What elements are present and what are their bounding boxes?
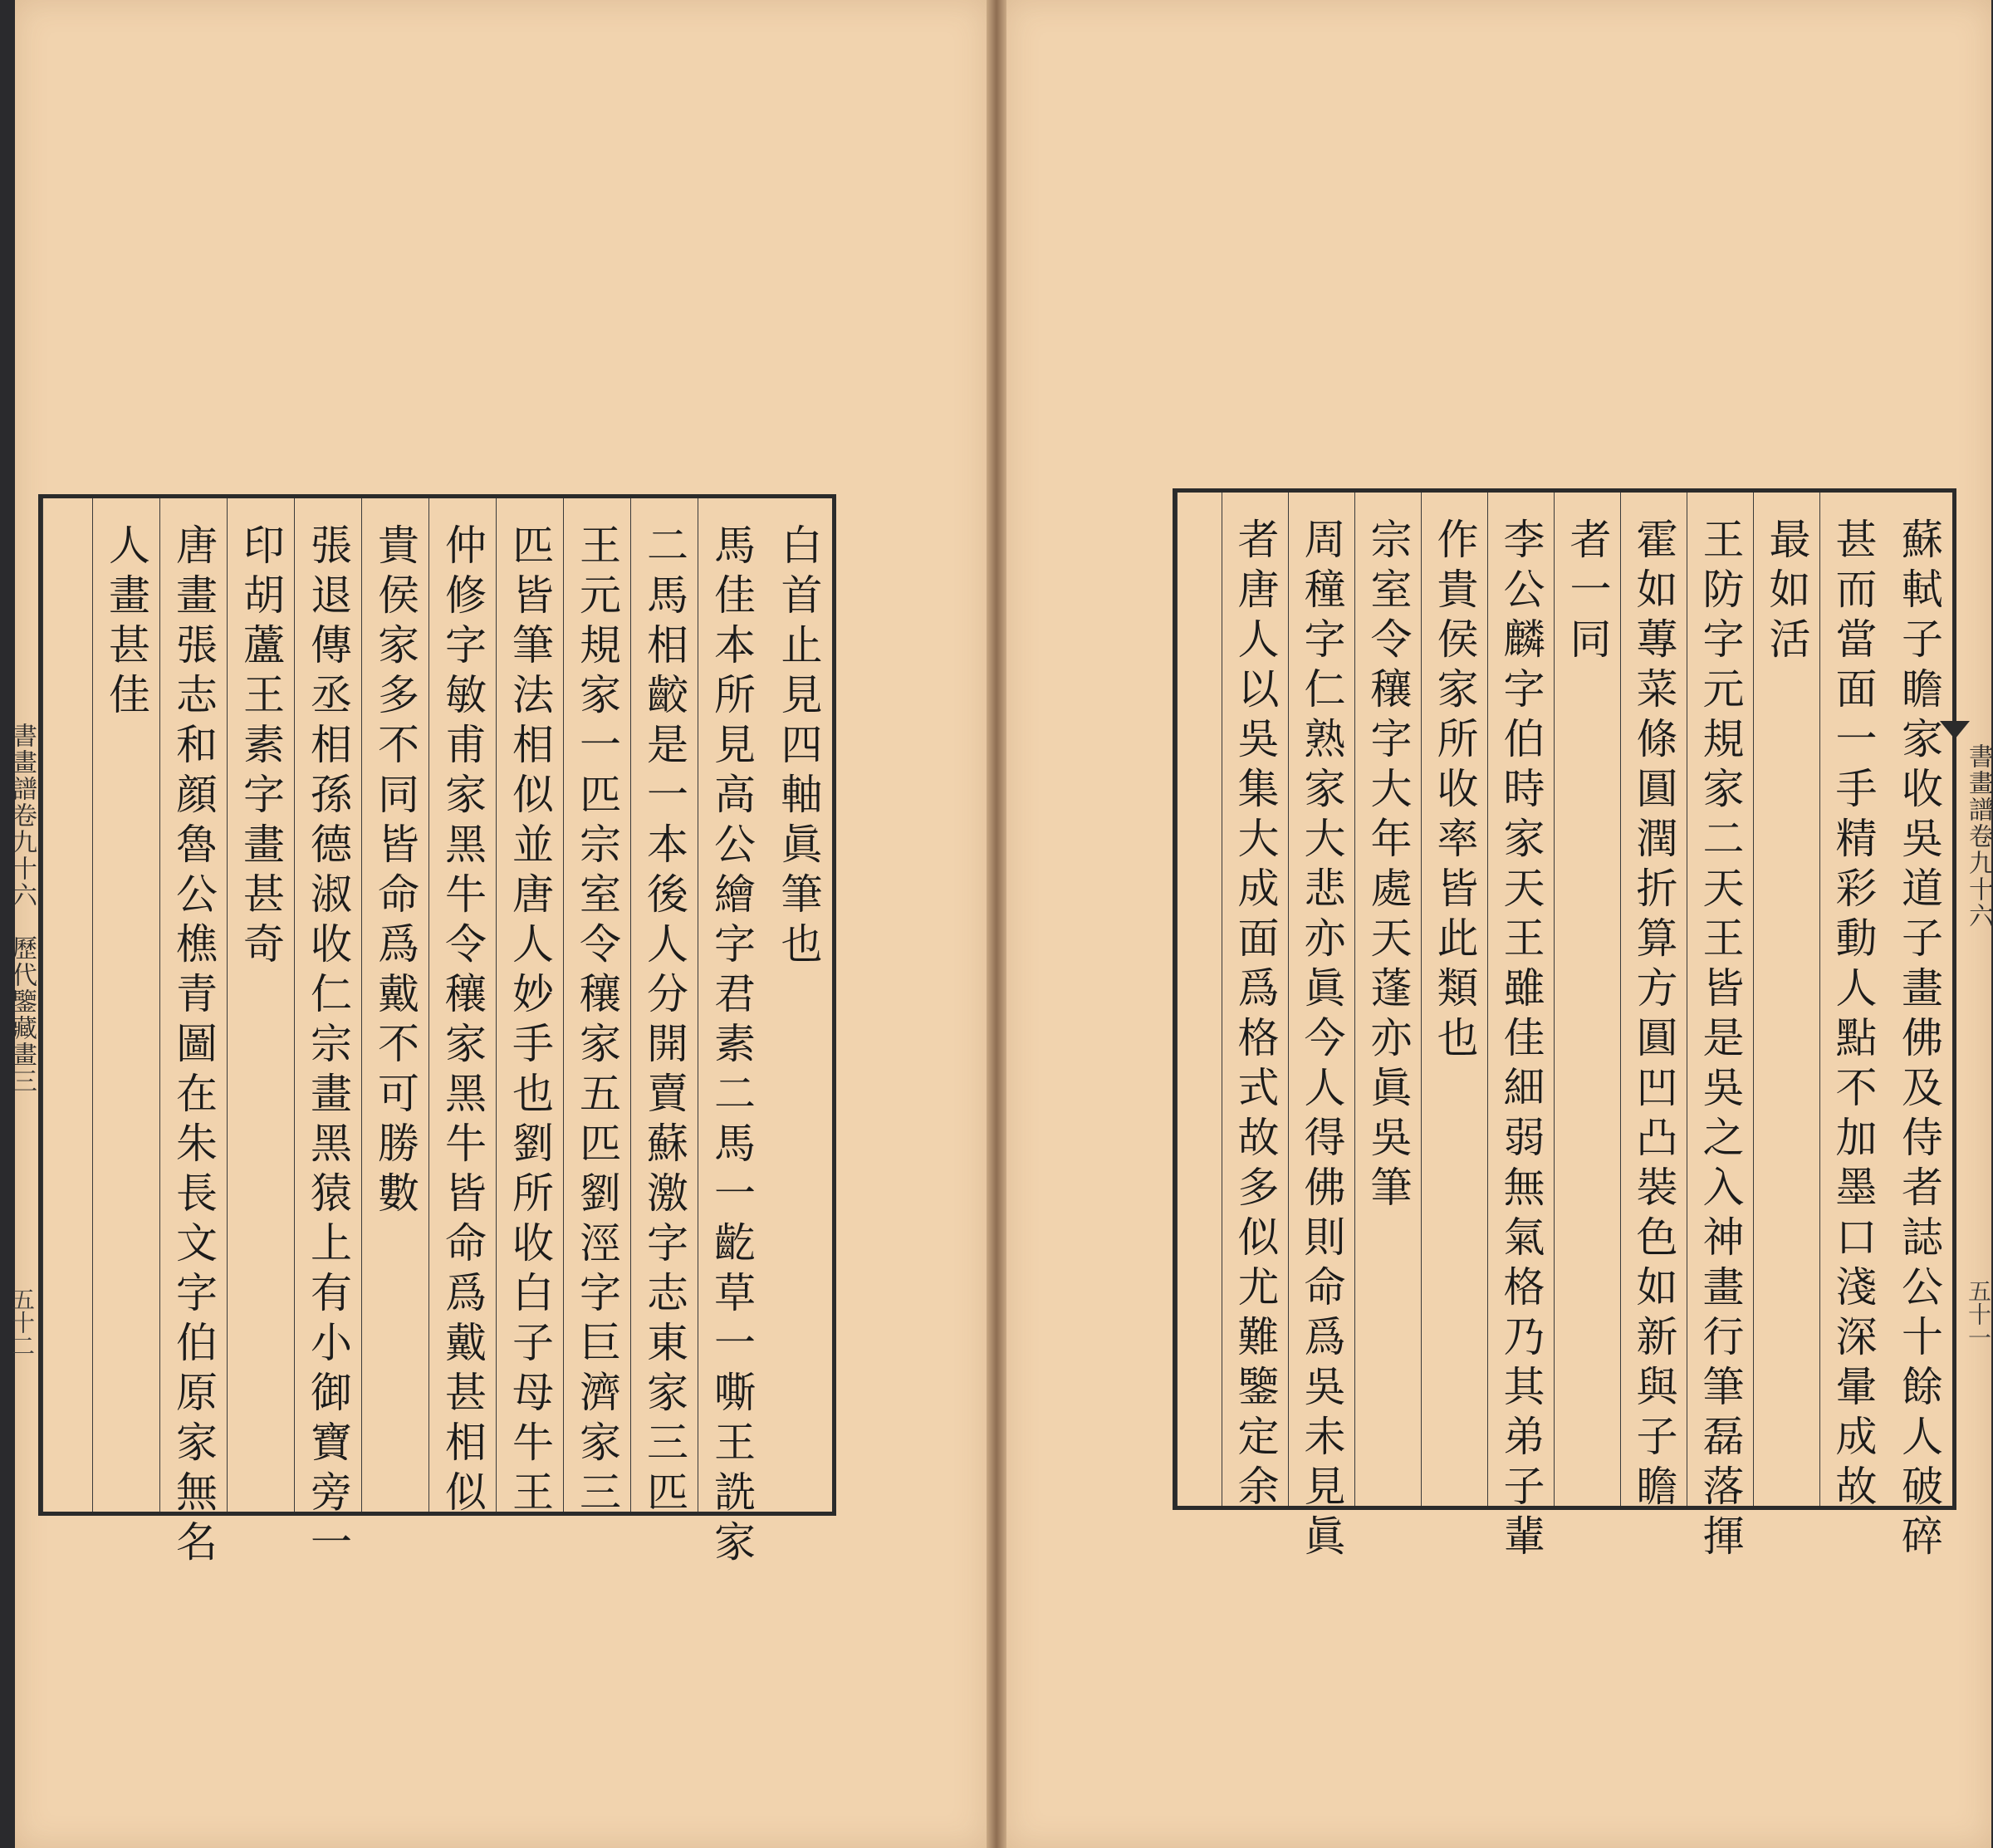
text-column: 甚而當面一手精彩動人點不加墨口淺深暈成故 bbox=[1819, 493, 1886, 1506]
text-column: 王元規家一匹宗室令穰家五匹劉涇字巨濟家三 bbox=[563, 498, 630, 1512]
text-column: 作貴侯家所收率皆此類也 bbox=[1421, 493, 1487, 1506]
left-text-frame bbox=[38, 494, 836, 1570]
text-column: 匹皆筆法相似並唐人妙手也劉所收白子母牛王 bbox=[496, 498, 563, 1512]
text-column: 蘇軾子瞻家收吳道子畫佛及侍者誌公十餘人破碎 bbox=[1895, 517, 1943, 1564]
text-column: 最如活 bbox=[1753, 493, 1819, 1506]
right-margin-title: 書畫譜卷九十六 bbox=[1964, 743, 1993, 929]
right-folio: 五十一 bbox=[1965, 1279, 1992, 1349]
text-column-empty bbox=[42, 498, 92, 1512]
text-column: 貴侯家多不同皆命爲戴不可勝數 bbox=[361, 498, 428, 1512]
left-margin-title: 書畫譜卷九十六 歷代鑒藏畫三 bbox=[7, 723, 37, 1095]
text-column-empty bbox=[1177, 493, 1222, 1506]
text-column: 仲修字敏甫家黑牛令穰家黑牛皆命爲戴甚相似 bbox=[428, 498, 496, 1512]
right-text-frame bbox=[1173, 488, 1956, 1564]
text-column: 周穜字仁熟家大悲亦眞今人得佛則命爲吳未見眞 bbox=[1288, 493, 1354, 1506]
text-column: 霍如蓴菜條圓潤折算方圓凹凸裝色如新與子瞻 bbox=[1620, 493, 1687, 1506]
text-column: 者一同 bbox=[1554, 493, 1620, 1506]
text-column: 印胡蘆王素字畫甚奇 bbox=[227, 498, 294, 1512]
text-column: 馬佳本所見高公繪字君素二馬一齕草一嘶王詵家 bbox=[698, 498, 765, 1512]
text-column: 白首止見四軸眞筆也 bbox=[774, 523, 823, 972]
book-gutter bbox=[987, 0, 1006, 1848]
text-column: 宗室令穰字大年處天蓬亦眞吳筆 bbox=[1354, 493, 1421, 1506]
text-column: 人畫甚佳 bbox=[92, 498, 159, 1512]
text-column: 王防字元規家二天王皆是吳之入神畫行筆磊落揮 bbox=[1687, 493, 1753, 1506]
left-folio: 五十二 bbox=[8, 1287, 36, 1357]
text-column: 二馬相齩是一本後人分開賣蘇激字志東家三匹 bbox=[630, 498, 698, 1512]
text-column: 張退傳丞相孫德淑收仁宗畫黑猿上有小御寶旁一 bbox=[294, 498, 361, 1512]
text-column: 唐畫張志和顔魯公樵青圖在朱長文字伯原家無名 bbox=[159, 498, 227, 1512]
text-column: 李公麟字伯時家天王雖佳細弱無氣格乃其弟子輩 bbox=[1487, 493, 1554, 1506]
text-column: 者唐人以吳集大成面爲格式故多似尤難鑒定余 bbox=[1222, 493, 1288, 1506]
